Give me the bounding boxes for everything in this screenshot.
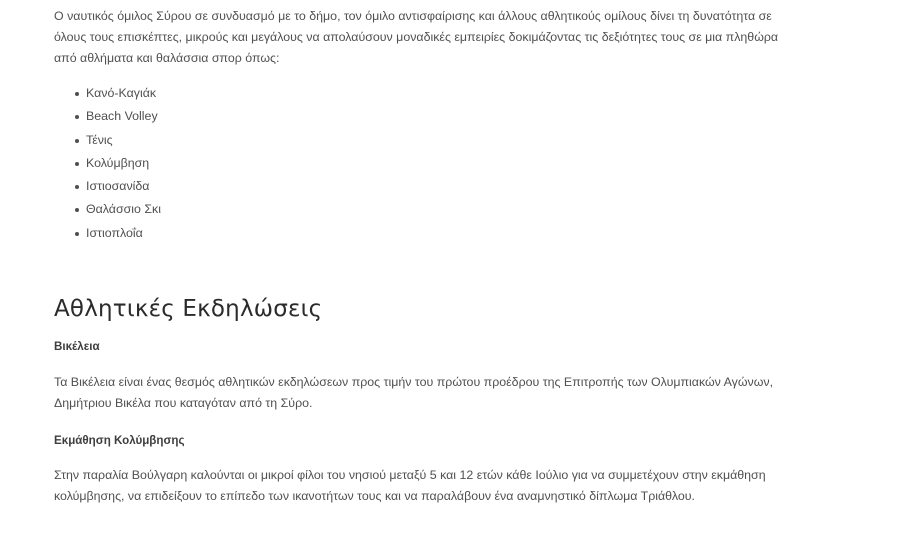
list-item: Beach Volley	[75, 105, 864, 128]
intro-paragraph	[54, 0, 864, 69]
list-item: Κολύμβηση	[75, 152, 864, 175]
list-item: Κανό-Καγιάκ	[75, 82, 864, 105]
vikeleia-line: Τα Βικέλεια είναι ένας θεσμός αθλητικών εκδηλώσεων προς τιμήν του πρώτου προέδρου της Επιτροπής των Ολυμπιακών Αγώνων,	[54, 375, 774, 389]
main-content	[54, 0, 864, 503]
intro-line: Ο ναυτικός όμιλος Σύρου σε συνδυασμό με το δήμο, τον όμιλο αντισφαίρισης και άλλους αθλητικούς ομίλους δίνει τη δυνατότητα σε	[54, 9, 772, 23]
vikeleia-paragraph	[54, 372, 864, 414]
intro-line: από αθλήματα και θαλάσσια σπορ όπως:	[54, 51, 280, 65]
section-heading: Αθλητικές Εκδηλώσεις	[54, 296, 323, 322]
swimming-line: Στην παραλία Βούλγαρη καλούνται οι μικροί φίλοι του νησιού μεταξύ 5 και 12 ετών κάθε Ιούλιο για να συμμετέχουν στην εκμάθηση	[54, 468, 766, 482]
list-item: Τένις	[75, 129, 864, 152]
intro-line: όλους τους επισκέπτες, μικρούς και μεγάλους να απολαύσουν μοναδικές εμπειρίες δοκιμάζοντας τις δεξιότητες τους σε μια πληθώρα	[54, 30, 779, 44]
swimming-paragraph	[54, 465, 864, 507]
list-item: Θαλάσσιο Σκι	[75, 198, 864, 221]
list-item: Ιστιοσανίδα	[75, 175, 864, 198]
list-item: Ιστιοπλοΐα	[75, 222, 864, 245]
swimming-subheading: Εκμάθηση Κολύμβησης	[54, 434, 185, 447]
swimming-line: κολύμβησης, να επιδείξουν το επίπεδο των ικανοτήτων τους και να παραλάβουν ένα αναμνηστικό δίπλωμα Τριάθλου.	[54, 489, 695, 503]
vikeleia-line: Δημήτριου Βικέλα που καταγόταν από τη Σύρο.	[54, 396, 313, 410]
vikeleia-subheading: Βικέλεια	[54, 340, 100, 353]
sports-list	[54, 82, 864, 245]
